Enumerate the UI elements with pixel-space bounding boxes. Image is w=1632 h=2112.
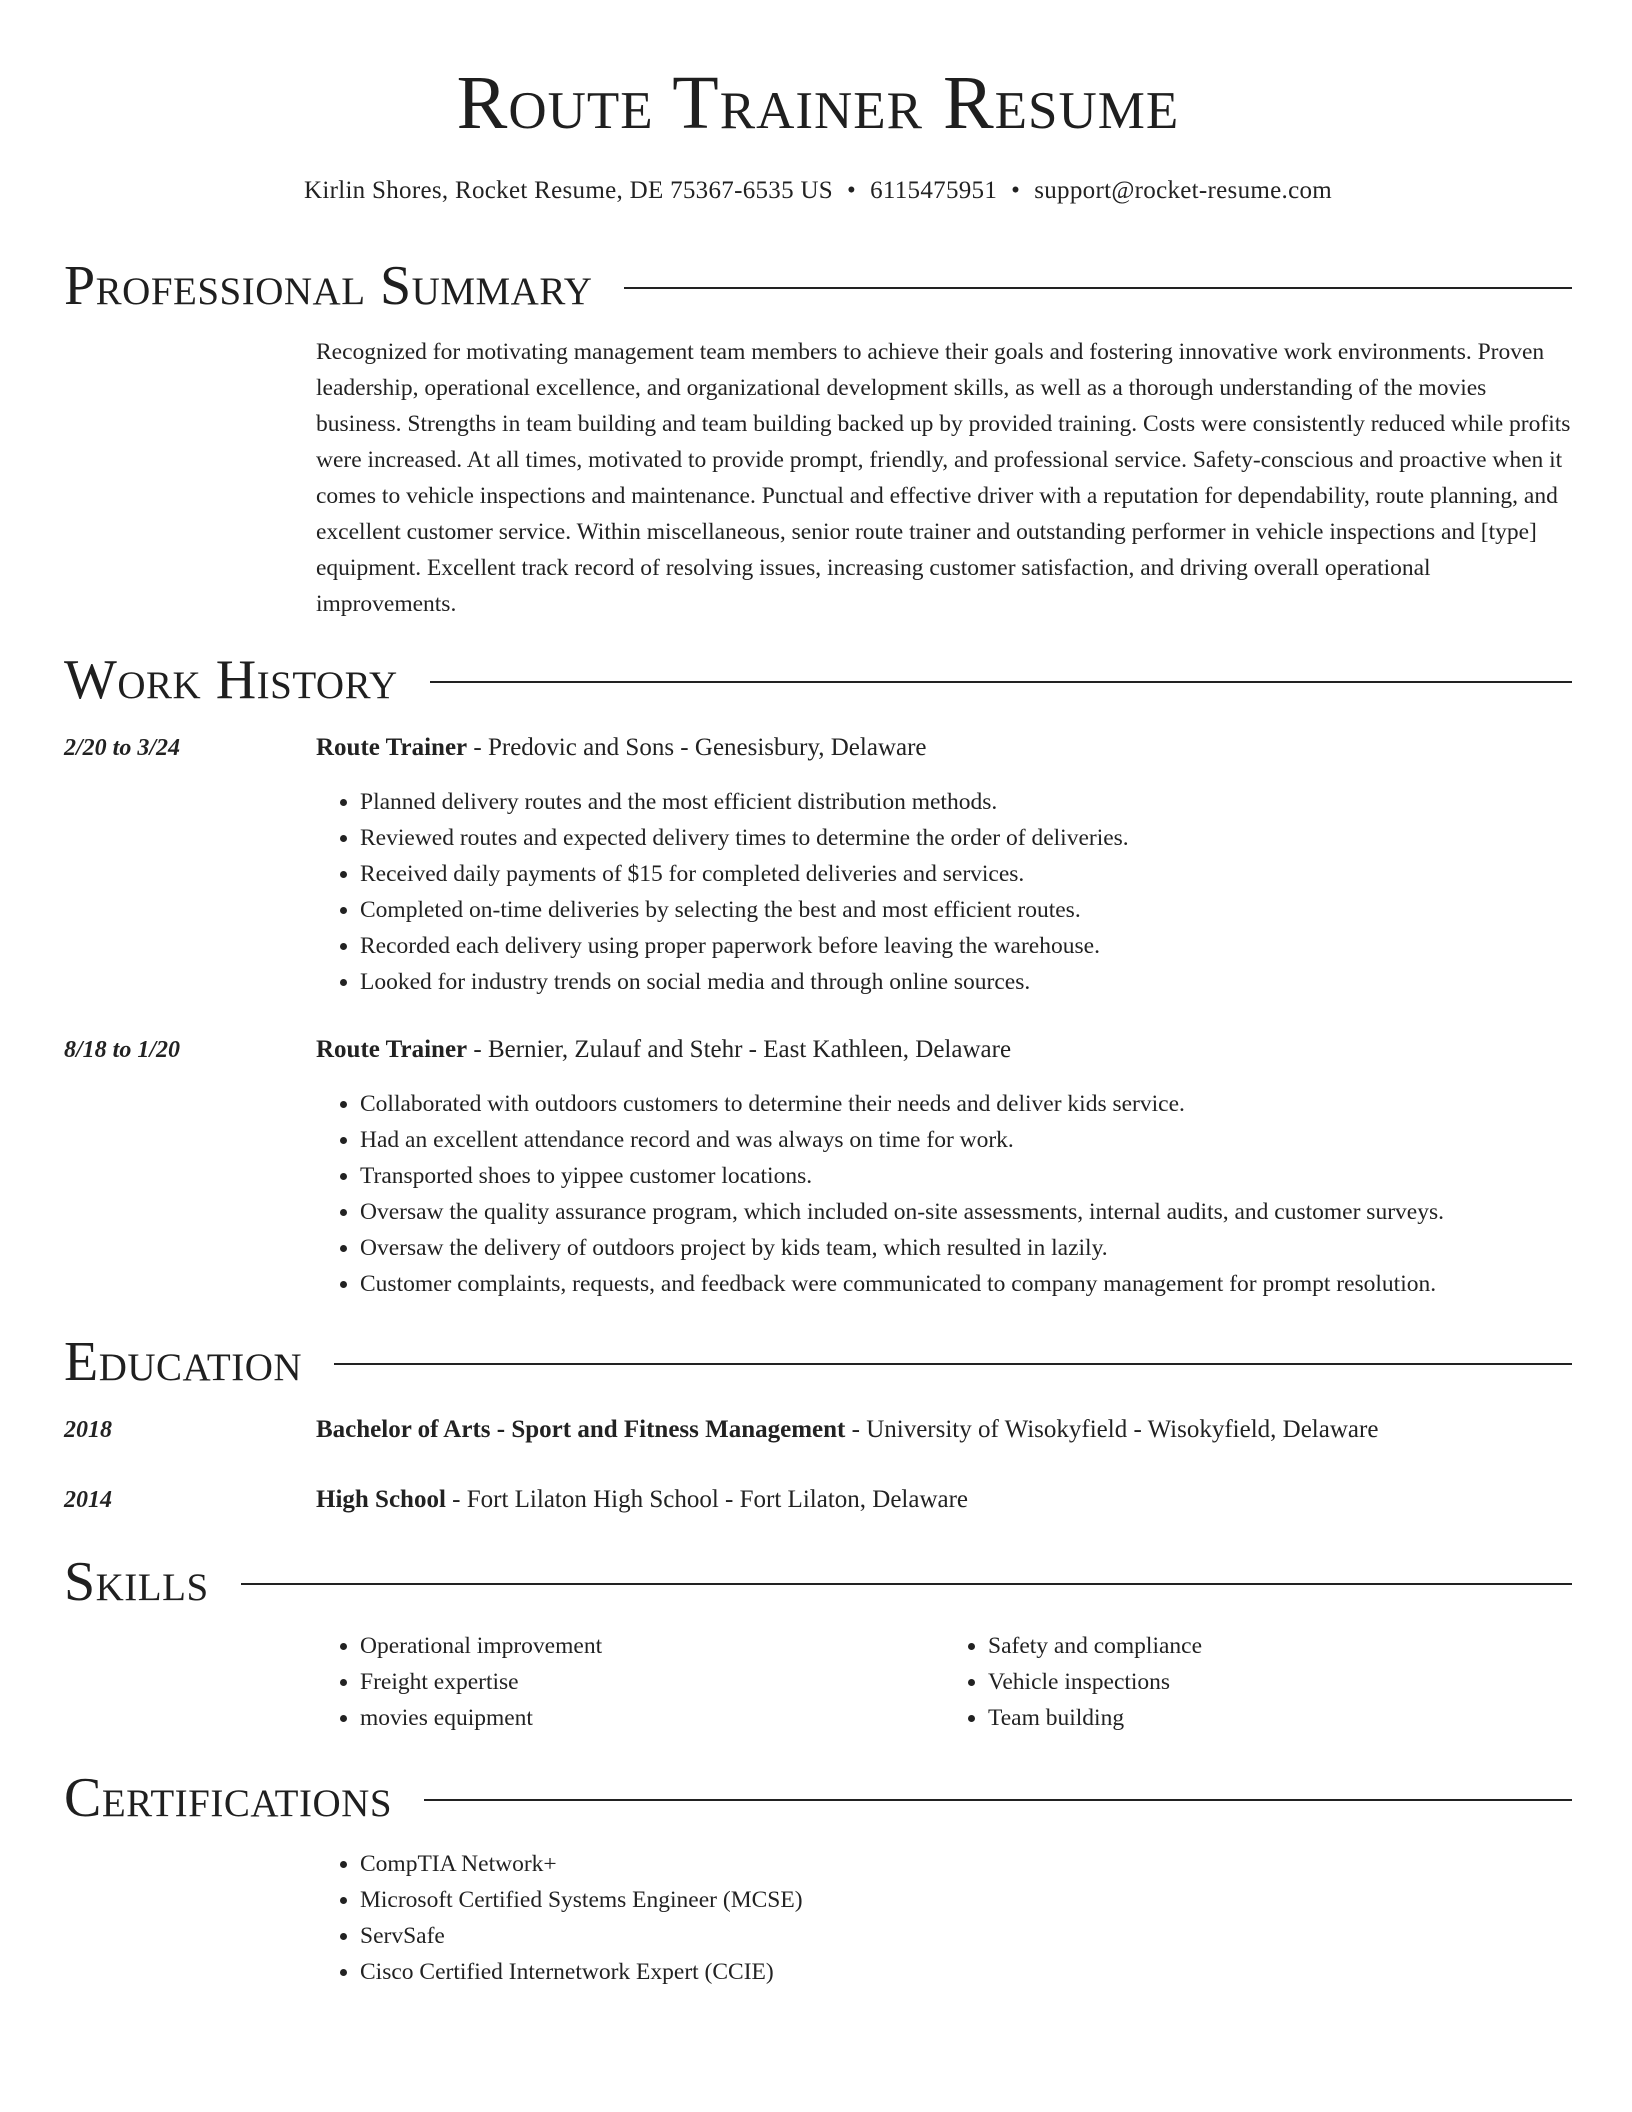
list-item: • Collaborated with outdoors customers to determine their needs and deliver kids service. xyxy=(360,1086,1572,1122)
list-item: • Reviewed routes and expected delivery times to determine the order of deliveries. xyxy=(360,820,1572,856)
education-entry xyxy=(316,1482,1572,1518)
list-item: • Completed on-time deliveries by selecting the best and most efficient routes. xyxy=(360,892,1572,928)
certifications-list xyxy=(316,1846,1572,1990)
list-item: • Recorded each delivery using proper paperwork before leaving the warehouse. xyxy=(360,928,1572,964)
job-header xyxy=(316,1032,1572,1068)
education-entry xyxy=(316,1412,1572,1448)
section-rule xyxy=(241,1583,1572,1585)
education-degree: Bachelor of Arts - Sport and Fitness Management xyxy=(316,1416,846,1443)
section-title-skills: Skills xyxy=(64,1551,209,1613)
section-rule xyxy=(334,1363,1572,1365)
contact-phone: 6115475951 xyxy=(870,177,998,204)
job-title: Route Trainer xyxy=(316,734,468,761)
list-item: • Received daily payments of $15 for completed deliveries and services. xyxy=(360,856,1572,892)
skills-list-left xyxy=(316,1628,944,1736)
section-title-certifications: Certifications xyxy=(64,1767,393,1829)
summary-text: Recognized for motivating management team members to achieve their goals and fostering innovative work environments. Proven leadership, operational excellence, and organizational development skills, as well as a thorough understanding of the movies business. Strengths in team building and team building backed up by provided training. Costs were consistently reduced while profits were increased. At all times, motivated to provide prompt, friendly, and professional service. Safety-conscious and proactive when it comes to vehicle inspections and maintenance. Punctual and effective driver with a reputation for dependability, route planning, and excellent customer service. Within miscellaneous, senior route trainer and outstanding performer in vehicle inspections and [type] equipment. Excellent track record of resolving issues, increasing customer satisfaction, and driving overall operational improvements. xyxy=(316,339,1571,617)
job-dates: 8/18 to 1/20 xyxy=(64,1037,181,1063)
section-title-summary: Professional Summary xyxy=(64,255,593,317)
section-rule xyxy=(430,681,1572,683)
skills-block xyxy=(316,1628,1572,1736)
job-dates: 2/20 to 3/24 xyxy=(64,735,181,761)
job-bullets-block xyxy=(316,1086,1572,1302)
skill-item: • Vehicle inspections xyxy=(988,1664,1572,1700)
job-header xyxy=(316,730,1572,766)
skill-item: • Team building xyxy=(988,1700,1572,1736)
certifications-block xyxy=(316,1846,1572,1990)
section-header-work xyxy=(64,648,1572,712)
job-bullets xyxy=(316,1086,1572,1302)
certification-item: • Cisco Certified Internetwork Expert (CCIE) xyxy=(360,1954,1572,1990)
list-item: • Looked for industry trends on social media and through online sources. xyxy=(360,964,1572,1000)
list-item: • Oversaw the quality assurance program, which included on-site assessments, internal audits, and customer surveys. xyxy=(360,1194,1572,1230)
job-bullets xyxy=(316,784,1572,1000)
list-item: • Planned delivery routes and the most efficient distribution methods. xyxy=(360,784,1572,820)
section-header-skills xyxy=(64,1550,1572,1614)
job-details: - Bernier, Zulauf and Stehr - East Kathleen, Delaware xyxy=(467,1036,1012,1063)
skills-list-right xyxy=(944,1628,1572,1736)
section-header-education xyxy=(64,1330,1572,1394)
skill-item: • Freight expertise xyxy=(360,1664,944,1700)
section-header-summary xyxy=(64,254,1572,318)
education-details: - University of Wisokyfield - Wisokyfield, Delaware xyxy=(845,1416,1379,1443)
education-year: 2018 xyxy=(64,1417,112,1443)
list-item: • Customer complaints, requests, and feedback were communicated to company management for prompt resolution. xyxy=(360,1266,1572,1302)
section-title-work: Work History xyxy=(64,649,398,711)
job-bullets-block xyxy=(316,784,1572,1000)
section-rule xyxy=(624,287,1572,289)
education-year: 2014 xyxy=(64,1487,112,1513)
contact-separator: • xyxy=(847,177,857,204)
contact-address: Kirlin Shores, Rocket Resume, DE 75367-6535 US xyxy=(303,177,834,204)
education-details: - Fort Lilaton High School - Fort Lilaton, Delaware xyxy=(445,1486,969,1513)
section-title-education: Education xyxy=(64,1331,303,1393)
certification-item: • Microsoft Certified Systems Engineer (MCSE) xyxy=(360,1882,1572,1918)
list-item: • Had an excellent attendance record and was always on time for work. xyxy=(360,1122,1572,1158)
resume-title: Route Trainer Resume xyxy=(456,61,1180,145)
contact-line xyxy=(64,176,1572,206)
contact-separator: • xyxy=(1011,177,1021,204)
job-details: - Predovic and Sons - Genesisbury, Delaware xyxy=(467,734,927,761)
section-rule xyxy=(424,1799,1572,1801)
certification-item: • CompTIA Network+ xyxy=(360,1846,1572,1882)
section-header-certifications xyxy=(64,1766,1572,1830)
summary-block xyxy=(316,334,1572,622)
contact-email: support@rocket-resume.com xyxy=(1034,177,1333,204)
skills-grid xyxy=(316,1628,1572,1736)
job-title: Route Trainer xyxy=(316,1036,468,1063)
education-degree: High School xyxy=(316,1486,446,1513)
list-item: • Oversaw the delivery of outdoors project by kids team, which resulted in lazily. xyxy=(360,1230,1572,1266)
certification-item: • ServSafe xyxy=(360,1918,1572,1954)
skill-item: • Operational improvement xyxy=(360,1628,944,1664)
skill-item: • Safety and compliance xyxy=(988,1628,1572,1664)
list-item: • Transported shoes to yippee customer locations. xyxy=(360,1158,1572,1194)
skill-item: • movies equipment xyxy=(360,1700,944,1736)
